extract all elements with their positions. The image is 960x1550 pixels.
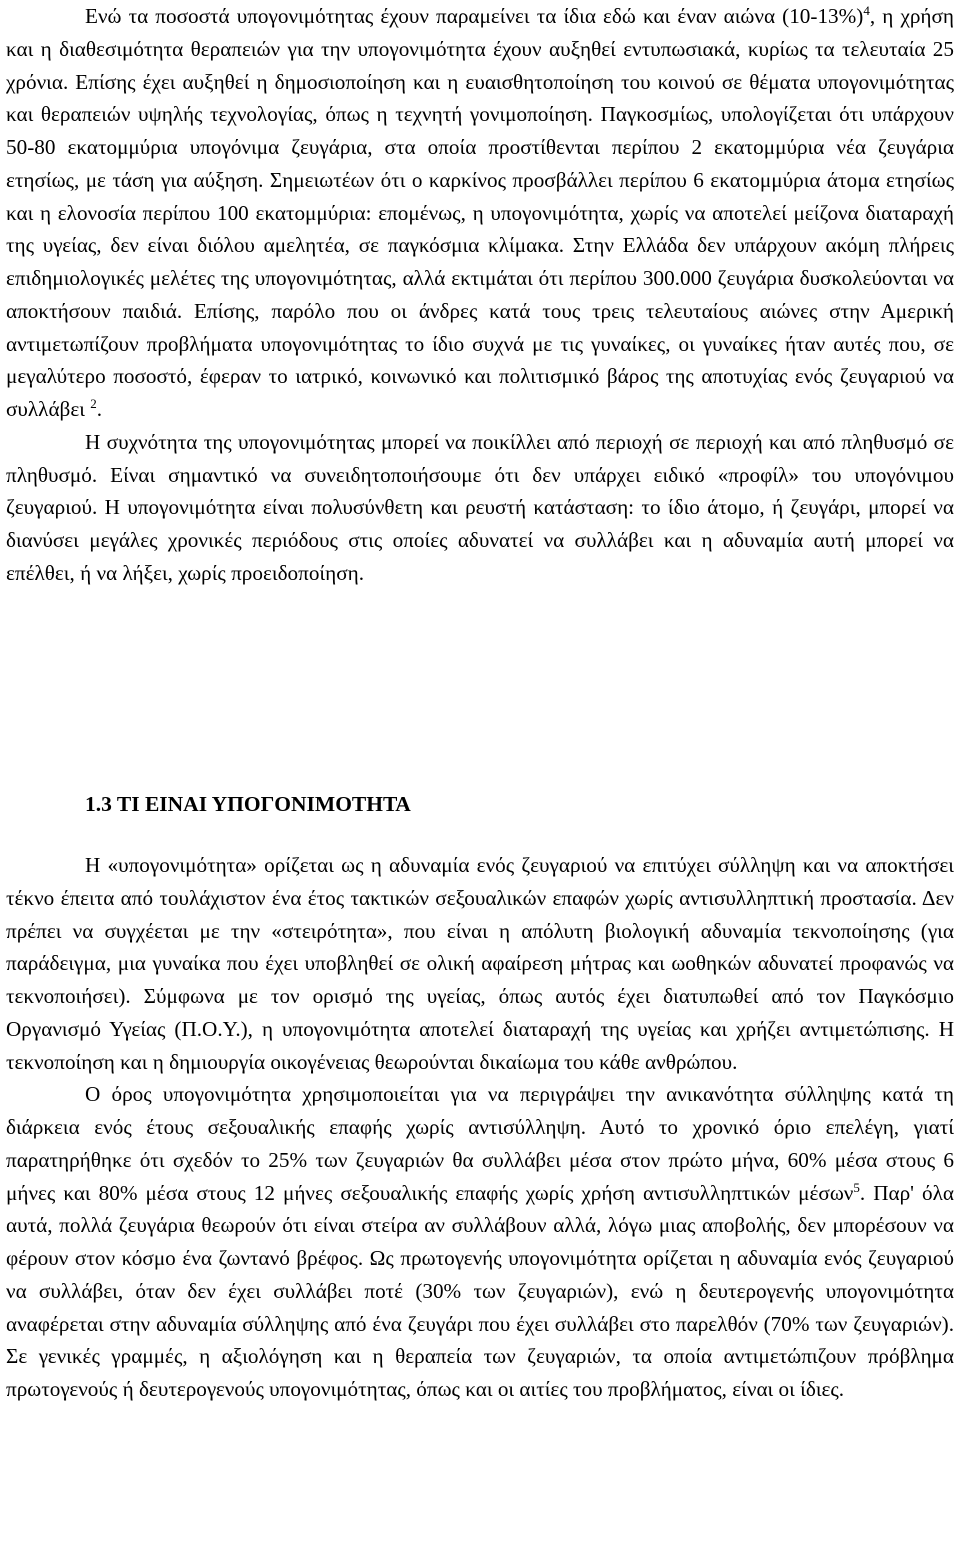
definition-paragraphs xyxy=(6,849,954,1406)
paragraph-text: Ενώ τα ποσοστά υπογονιμότητας έχουν παραμείνει τα ίδια εδώ και έναν αιώνα (10-13%) xyxy=(85,4,864,28)
paragraph-term-usage xyxy=(6,1078,954,1406)
intro-paragraphs xyxy=(6,0,954,590)
paragraph-text: , η χρήση και η διαθεσιμότητα θεραπειών για την υπογονιμότητα έχουν αυξηθεί εντυπωσιακά, κυρίως τα τελευταία 25 χρόνια. Επίσης έχει αυξηθεί η δημοσιοποίηση και η ευαισθητοποίηση του κοινού σε θέματα υπογονιμότητας και θεραπειών υψηλής τεχνολογίας, όπως η τεχνητή γονιμοποίηση. Παγκοσμίως, υπολογίζεται ότι υπάρχουν 50-80 εκατομμύρια υπογόνιμα ζευγάρια, στα οποία προστίθενται περίπου 2 εκατομμύρια νέα ζευγάρια ετησίως, με τάση για αύξηση. Σημειωτέων ότι ο καρκίνος προσβάλλει περίπου 6 εκατομμύρια άτομα ετησίως και η ελονοσία περίπου 100 εκατομμύρια: επομένως, η υπογονιμότητα, χωρίς να αποτελεί μείζονα διαταραχή της υγείας, δεν είναι διόλου αμελητέα, σε παγκόσμια κλίμακα. Στην Ελλάδα δεν υπάρχουν ακόμη πλήρεις επιδημιολογικές μελέτες της υπογονιμότητας, αλλά εκτιμάται ότι περίπου 300.000 ζευγάρια δυσκολεύονται να αποκτήσουν παιδιά. Επίσης, παρόλο που οι άνδρες κατά τους τρεις τελευταίους αιώνες στην Αμερική αντιμετωπίζουν προβλήματα υπογονιμότητας το ίδιο συχνά με τις γυναίκες, οι γυναίκες ήταν αυτές που, σε μεγαλύτερο ποσοστό, έφεραν το ιατρικό, κοινωνικό και πολιτισμικό βάρος της αποτυχίας ενός ζευγαριού να συλλάβει xyxy=(6,4,955,421)
footnote-ref-4: 4 xyxy=(863,3,870,18)
paragraph-text: . Παρ' όλα αυτά, πολλά ζευγάρια θεωρούν ότι είναι στείρα αν συλλάβουν αλλά, λόγω μιας αποβολής, δεν μπορέσουν να φέρουν στον κόσμο ένα ζωντανό βρέφος. Ως πρωτογενής υπογονιμότητα ορίζεται η αδυναμία ενός ζευγαριού να συλλάβει, όταν δεν έχει συλλάβει ποτέ (30% των ζευγαριών), ενώ η δευτερογενής υπογονιμότητα αναφέρεται στην αδυναμία σύλληψης από ένα ζευγάρι που έχει συλλάβει στο παρελθόν (70% των ζευγαριών). Σε γενικές γραμμές, η αξιολόγηση και η θεραπεία των ζευγαριών, τα οποία αντιμετώπιζουν πρόβλημα πρωτογενούς ή δευτερογενούς υπογονιμότητας, όπως και οι αιτίες του προβλήματος, είναι οι ίδιες. xyxy=(6,1180,954,1401)
paragraph-text: Ο όρος υπογονιμότητα χρησιμοποιείται για να περιγράψει την ανικανότητα σύλληψης κατά τη διάρκεια ενός έτους σεξουαλικής επαφής χωρίς αντισύλληψη. Αυτό το χρονικό όριο επελέγη, γιατί παρατηρήθηκε ότι σχεδόν το 25% των ζευγαριών θα συλλάβει μέσα στον πρώτο μήνα, 60% μέσα στους 6 μήνες και 80% μέσα στους 12 μήνες σεξουαλικής επαφής χωρίς χρήση αντισυλληπτικών μέσων xyxy=(6,1082,954,1205)
footnote-ref-2: 2 xyxy=(90,396,97,411)
section-heading: 1.3 ΤΙ ΕΙΝΑΙ ΥΠΟΓΟΝΙΜΟΤΗΤΑ xyxy=(85,792,411,816)
paragraph-infertility-rates xyxy=(6,0,954,426)
footnote-ref-5: 5 xyxy=(853,1179,860,1195)
paragraph-text: . xyxy=(96,397,103,421)
paragraph-definition: Η «υπογονιμότητα» ορίζεται ως η αδυναμία ενός ζευγαριού να επιτύχει σύλληψη και να αποκτήσει τέκνο έπειτα από τουλάχιστον ένα έτος τακτικών σεξουαλικών επαφών χωρίς αντισυλληπτική προστασία. Δεν πρέπει να συγχέεται με την «στειρότητα», που είναι η απόλυτη βιολογική αδυναμία τεκνοποίησης (για παράδειγμα, μια γυναίκα που έχει υποβληθεί σε ολική αφαίρεση μήτρας και ωοθηκών αδυνατεί προφανώς να τεκνοποιήσει). Σύμφωνα με τον ορισμό της υγείας, όπως αυτός έχει διατυπωθεί από τον Παγκόσμιο Οργανισμό Υγείας (Π.Ο.Υ.), η υπογονιμότητα αποτελεί διαταραχή της υγείας και χρήζει αντιμετώπισης. Η τεκνοποίηση και η δημιουργία οικογένειας θεωρούνται δικαίωμα του κάθε ανθρώπου. xyxy=(6,853,954,1074)
paragraph-frequency: Η συχνότητα της υπογονιμότητας μπορεί να ποικίλλει από περιοχή σε περιοχή και από πληθυσμό σε πληθυσμό. Είναι σημαντικό να συνειδητοποιήσουμε ότι δεν υπάρχει ειδικό «προφίλ» του υπογόνιμου ζευγαριού. Η υπογονιμότητα είναι πολυσύνθετη και ρευστή κατάσταση: το ίδιο άτομο, ή ζευγάρι, μπορεί να διανύσει μεγάλες χρονικές περιόδους στις οποίες αδυνατεί να συλλάβει και η αδυναμία αυτή μπορεί να επέλθει, ή να λήξει, χωρίς προειδοποίηση. xyxy=(6,429,954,585)
